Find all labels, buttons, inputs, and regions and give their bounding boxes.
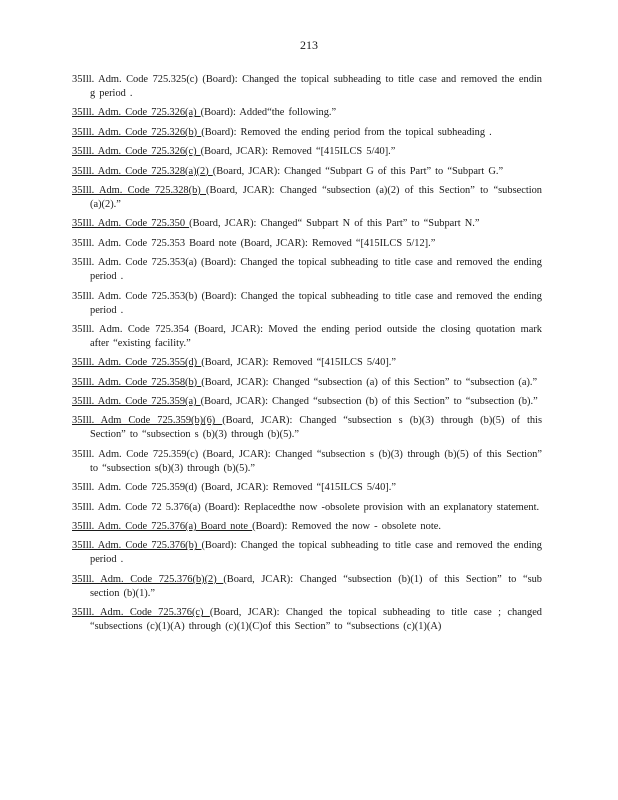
amendment-entry xyxy=(72,573,542,601)
code-citation: 35Ill. Adm. Code 725.376(a) Board note xyxy=(72,521,253,533)
amendment-entry xyxy=(72,323,542,351)
code-citation: 35Ill. Adm. Code 725.376(c) xyxy=(72,607,210,619)
amendment-entry xyxy=(72,448,542,476)
amendment-entry xyxy=(72,290,542,318)
code-citation: 35Ill. Adm. Code 725.326(c) xyxy=(72,146,201,158)
amendment-entry xyxy=(72,184,542,212)
entry-text: (Board, JCAR): Changed “subsection s (b)(3) through (b)(5) of this Section” to “subsection s (b)(3) through (b)(5).” xyxy=(90,415,542,441)
amendment-list xyxy=(72,73,542,640)
code-citation: 35Ill. Adm. Code 725.359(a) xyxy=(72,396,201,408)
amendment-entry xyxy=(72,256,542,284)
code-citation: 35Ill. Adm. Code 725.328(a)(2) xyxy=(72,165,213,177)
amendment-entry xyxy=(72,106,542,120)
entry-text: (Board, JCAR): Changed “subsection (b) of this Section” to “subsection (b).” xyxy=(200,396,538,408)
code-citation: 35Ill. Adm. Code 725.328(b) xyxy=(72,184,207,196)
amendment-entry xyxy=(72,126,542,140)
entry-text: 35Ill. Adm. Code 72 5.376(a) (Board): Replacedthe now -obsolete provision with an explanatory statement. xyxy=(72,501,540,513)
amendment-entry xyxy=(72,73,542,101)
amendment-entry xyxy=(72,395,542,409)
entry-text: (Board): Changed the topical subheading to title case and removed the ending period . xyxy=(90,540,542,566)
entry-text: (Board): Removed the ending period from the topical subheading . xyxy=(201,126,492,138)
entry-text: 35Ill. Adm. Code 725.359(c) (Board, JCAR): Changed “subsection s (b)(3) through (b)(5) of this Section” to “subsection s(b)(3) through (b)(5).” xyxy=(72,448,542,474)
entry-text: 35Ill. Adm. Code 725.325(c) (Board): Changed the topical subheading to title case and removed the endin g period . xyxy=(72,74,542,99)
code-citation: 35Ill. Adm. Code 725.326(a) xyxy=(72,107,201,119)
entry-text: (Board, JCAR): Changed“ Subpart N of this Part” to “Subpart N.” xyxy=(189,218,480,230)
amendment-entry xyxy=(72,237,542,251)
code-citation: 35Ill. Adm. Code 725.376(b)(2) xyxy=(72,573,224,585)
entry-text: 35Ill. Adm. Code 725.353(b) (Board): Changed the topical subheading to title case and removed the ending period . xyxy=(72,290,542,316)
entry-text: (Board): Removed the now - obsolete note. xyxy=(252,521,441,533)
code-citation: 35Ill. Adm. Code 725.355(d) xyxy=(72,357,202,369)
amendment-entry xyxy=(72,520,542,534)
amendment-entry xyxy=(72,145,542,159)
entry-text: 35Ill. Adm. Code 725.359(d) (Board, JCAR): Removed “[415ILCS 5/40].” xyxy=(72,482,396,494)
entry-text: (Board, JCAR): Removed “[415ILCS 5/40].” xyxy=(200,146,396,158)
entry-text: (Board): Added“the following.” xyxy=(200,107,337,119)
code-citation: 35Ill. Adm. Code 725.376(b) xyxy=(72,540,202,552)
amendment-entry xyxy=(72,414,542,442)
page-number: 213 xyxy=(300,38,318,52)
amendment-entry xyxy=(72,606,542,634)
entry-text: (Board, JCAR): Changed “Subpart G of this Part” to “Subpart G.” xyxy=(212,165,504,177)
entry-text: (Board, JCAR): Changed the topical subheading to title case ; changed “subsections (c)(1)(A) through (c)(1)(C)of this Section” to “subsections (c)(1)(A) xyxy=(90,607,542,633)
amendment-entry xyxy=(72,376,542,390)
amendment-entry xyxy=(72,501,542,515)
amendment-entry xyxy=(72,165,542,179)
entry-text: 35Ill. Adm. Code 725.354 (Board, JCAR): Moved the ending period outside the closing quotation mark after “existing facility.” xyxy=(72,323,542,349)
code-citation: 35Ill. Adm. Code 725.326(b) xyxy=(72,126,202,138)
entry-text: 35Ill. Adm. Code 725.353 Board note (Board, JCAR): Removed “[415ILCS 5/12].” xyxy=(72,237,436,249)
code-citation: 35Ill. Adm. Code 725.358(b) xyxy=(72,376,202,388)
amendment-entry xyxy=(72,539,542,567)
amendment-entry xyxy=(72,217,542,231)
amendment-entry xyxy=(72,481,542,495)
code-citation: 35Ill. Adm. Code 725.350 xyxy=(72,218,190,230)
entry-text: (Board, JCAR): Changed “subsection (b)(1) of this Section” to “sub section (b)(1).” xyxy=(90,573,542,599)
entry-text: (Board, JCAR): Changed “subsection (a)(2) of this Section” to “subsection (a)(2).” xyxy=(90,184,542,210)
entry-text: 35Ill. Adm. Code 725.353(a) (Board): Changed the topical subheading to title case and removed the ending period . xyxy=(72,257,542,283)
amendment-entry xyxy=(72,356,542,370)
code-citation: 35Ill. Adm Code 725.359(b)(6) xyxy=(72,415,223,427)
entry-text: (Board, JCAR): Removed “[415ILCS 5/40].” xyxy=(201,357,396,369)
entry-text: (Board, JCAR): Changed “subsection (a) of this Section” to “subsection (a).” xyxy=(201,376,538,388)
